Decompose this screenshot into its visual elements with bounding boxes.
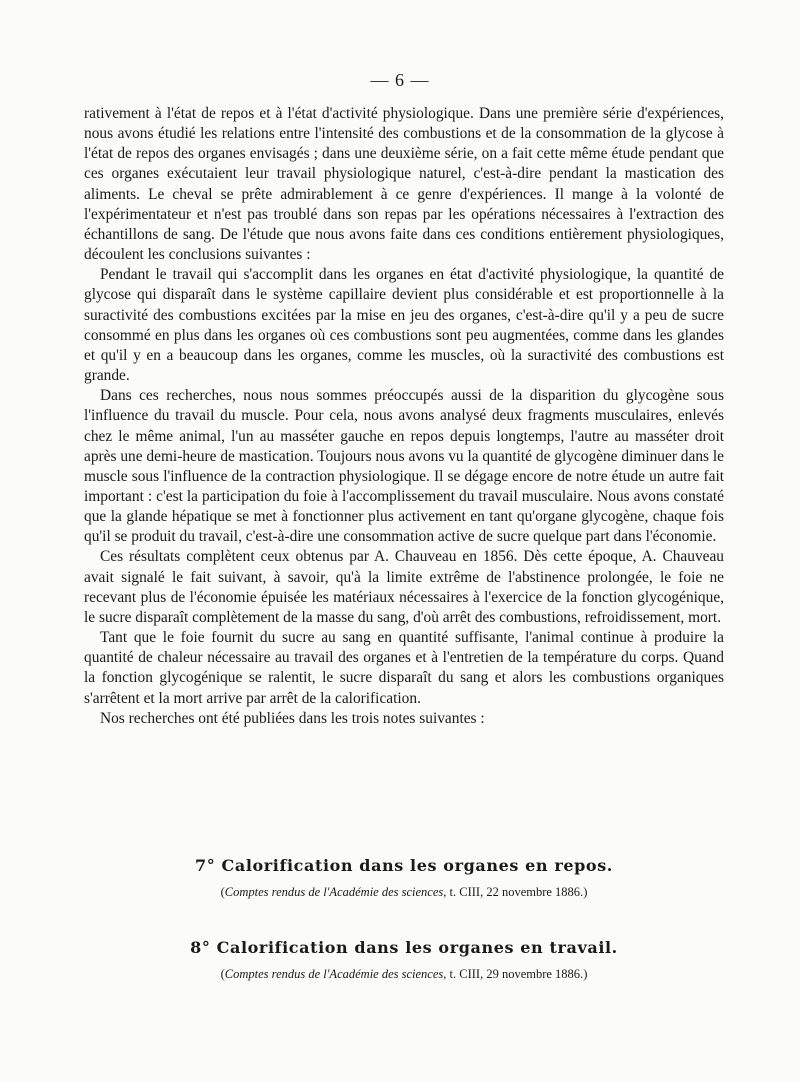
publication-journal: Comptes rendus de l'Académie des sciences, bbox=[224, 967, 447, 981]
paragraph: Dans ces recherches, nous nous sommes préoccupés aussi de la disparition du glycogène sous l'influence du travail du muscle. Pour cela, nous avons analysé deux fragments musculaires, enlevés chez le même animal, l'un au masséter gauche en repos depuis longtemps, l'autre au masséter droit après une demi-heure de mastication. Toujours nous avons vu la quantité de glycogène diminuer dans le muscle sous l'influence de la contraction physiologique. Il se dégage encore de notre étude un autre fait important : c'est la participation du foie à l'accomplissement du travail musculaire. Nous avons constaté que la glande hépatique se met à fonctionner plus activement en tant qu'organe glycogène, chaque fois qu'il se produit du travail, c'est-à-dire une consommation active de sucre quelque part dans l'économie. bbox=[84, 387, 724, 546]
publication-journal: Comptes rendus de l'Académie des sciences, bbox=[224, 885, 447, 899]
publication-reference: (Comptes rendus de l'Académie des sciences, t. CIII, 29 novembre 1886.) bbox=[220, 967, 588, 981]
publication-title: 7° Calorification dans les organes en repos. bbox=[195, 856, 613, 875]
page-number: — 6 — bbox=[370, 70, 430, 90]
publication-title: 8° Calorification dans les organes en travail. bbox=[190, 938, 618, 957]
body-text bbox=[84, 104, 724, 729]
paragraph: Nos recherches ont été publiées dans les trois notes suivantes : bbox=[100, 709, 485, 727]
paragraph: Pendant le travail qui s'accomplit dans les organes en état d'activité physiologique, la quantité de glycose qui disparaît dans le système capillaire devient plus considérable et est proportionnelle à la suractivité des combustions excitées par la mise en jeu des organes, c'est-à-dire qu'il y a peu de sucre consommé en plus dans les organes où ces combustions sont peu augmentées, comme dans les glandes et qu'il y en a beaucoup dans les organes, comme les muscles, où la suractivité des combustions est grande. bbox=[84, 266, 724, 385]
publication-entry bbox=[84, 938, 724, 982]
paragraph: rativement à l'état de repos et à l'état d'activité physiologique. Dans une première série d'expériences, nous avons étudié les relations entre l'intensité des combustions et de la consommation de la glycose à l'état de repos des organes envisagés ; dans une deuxième série, on a fait cette même étude pendant que ces organes exécutaient leur travail physiologique naturel, c'est-à-dire pendant la mastication des aliments. Le cheval se prête admirablement à ce genre d'expériences. Il mange à la volonté de l'expérimentateur et n'est pas troublé dans son repas par les opérations nécessaires à l'extraction des échantillons de sang. De l'étude que nous avons faite dans ces conditions entièrement physiologiques, découlent les conclusions suivantes : bbox=[84, 105, 724, 264]
publication-details: t. CIII, 22 novembre 1886. bbox=[449, 885, 584, 899]
publication-reference: (Comptes rendus de l'Académie des sciences, t. CIII, 22 novembre 1886.) bbox=[220, 885, 588, 899]
publication-details: t. CIII, 29 novembre 1886. bbox=[449, 967, 584, 981]
publication-entry bbox=[84, 856, 724, 900]
paragraph: Tant que le foie fournit du sucre au sang en quantité suffisante, l'animal continue à produire la quantité de chaleur nécessaire au travail des organes et à l'entretien de la température du corps. Quand la fonction glycogénique se ralentit, le sucre disparaît du sang et alors les combustions organiques s'arrêtent et la mort arrive par arrêt de la calorification. bbox=[84, 629, 724, 707]
paragraph: Ces résultats complètent ceux obtenus par A. Chauveau en 1856. Dès cette époque, A. Chauveau avait signalé le fait suivant, à savoir, qu'à la limite extrême de l'abstinence prolongée, le foie ne recevant plus de l'économie épuisée les matériaux nécessaires à l'exercice de la fonction glycogénique, le sucre disparaît complètement de la masse du sang, d'où arrêt des combustions, refroidissement, mort. bbox=[84, 548, 724, 626]
